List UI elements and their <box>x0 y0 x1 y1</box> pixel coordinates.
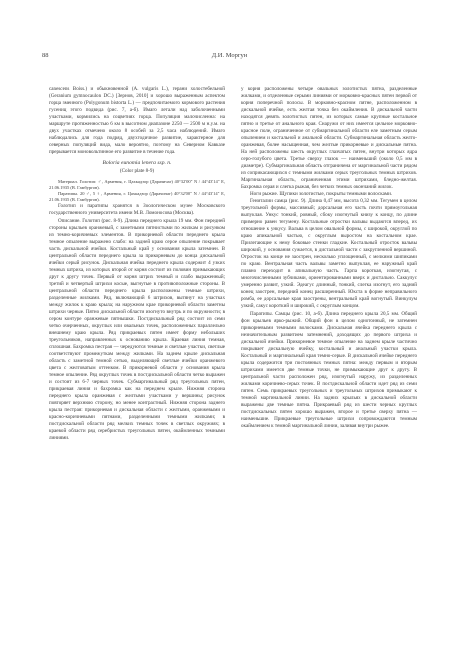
body-paragraph: Ноги рыжие. Щупики золотистые, покрыты темными волосками. <box>250 191 393 198</box>
taxon-heading <box>49 160 225 175</box>
right-column <box>241 86 417 430</box>
left-column <box>49 86 225 442</box>
taxon-subtitle: (Color plate 8-9) <box>119 167 155 174</box>
material-paragraph: Материал. Голотип: ♂, Армения, г. Цахкадзор (Дарачичаг) 40°32'00" N / 44°43'14" E, 21.06.1935 (В. Гамбургов). <box>49 178 225 190</box>
running-header <box>42 52 417 64</box>
taxon-title: Boloria eunomia lenera ssp. n. <box>102 160 172 167</box>
body-paragraph: canescens Boiss.) и обыкновенной (A. vulgaris L.), герани холостебельной (Geranium gymnocaulon DC.) [Зернов, 2010] и хорошо выраженным аспектом горца змеиного (Polygonum bistorta L.) — предпочитаемого кормового растения гусениц этого подвида (рис. 7, а-б). Имаго летали над заболоченными участками, кормились на соцветиях горца. Популяция малочисленна: на маршруте протяженностью 6 км в высотном диапазоне 2250 — 2500 м н.у.м. на двух участках отмечено около 8 особей за 2,5 часа наблюдений. Имаго наблюдались для года подряд, двухгодичное развитие, характерное для северных популяций вида, мало вероятно, поэтому на Северном Кавказе прерывается моновольтинное его развитие в течение года. <box>49 86 225 156</box>
material-paragraph: Паратипы. 20 ♂, 5 ♀, Армения, г. Цахкадзор (Дарачичаг) 40°32'00" N / 44°43'14" E, 21.06.1935 (В. Гамбургов). <box>49 191 225 203</box>
body-paragraph: Голотип и паратипы хранятся в Зоологическом музее Московского государственного университета имени М.В. Ломоносова (Москва). <box>49 203 225 217</box>
page-number: 88 <box>42 52 49 59</box>
body-paragraph: Описание. Голотип (рис. 8-9). Длина переднего крыла 19 мм. Фон передней стороны крыльев оранжевый, с заметными пятнистыми по жилкам и рисунком из темно-коричневых элементов. В прикорневой области переднего крыла темное опыление выражено слабо: на задней краю серое опыление покрывает часть дискальной ячейки. Костальный край у основания крыла затемнен. В центральной области переднего крыла за прикорневым до конца дискальной ячейки серый рисунок. Дискальная ячейка переднего крыла содержит 4 узких темных штриха, из которых второй от корня состоит из половин примыкающих друг к другу точек. Первый от корня штрих темный и слабо выраженный; третий и четвертый штрихи косые, выгнутые в противоположные стороны. В центральной области переднего крыла расположены темные штрихи, разделенные жилками. Ряд, включающий 6 штрихов, вытянут на участках между жилок к краю крыла; на наружном крае прикорневой области заметны штрихи черные. Пятно дискальной области изогнуто внутрь и по окружности; в сером контуре оранжевые пятнышки. Постдискальный ряд состоит из семи четко очерченных, округлых или овальных точек, расположенных параллельно внешнему краю крыла. Ряд прикраевых пятен имеет форму небольших треугольников, направленных к основанию крыла. Краевая линия темная, сплошная. Бахромка пестрая — чередуются темные и светлые участки, светлые соответствуют промежуткам между жилками. На заднем крыле дискальная область с заметной темной сетью, выделяющей светлые ячейки оранжевого цвета с желтоватым оттенком. В прикорневой области у основания крыла темное опыление. Ряд округлых точек в постдискальной области четко выражен и состоит из 6-7 черных точек. Субмаргинальный ряд треугольных пятен, прикраевая линия и бахромка как на переднем крыле. Нижняя сторона переднего крыла оранжевая с желтыми участками у вершины; рисунок повторяет верхнюю сторону, но менее контрастный. Нижняя сторона заднего крыла пестрая: прикорневая и дискальная области с желтыми, оранжевыми и красно-коричневыми пятнами, разделенными темными жилками; в постдискальной области ряд мелких темных точек в светлых окружиях; в краевой области ряд серебристых треугольных пятен, окаймленных темными линиями. <box>49 217 225 441</box>
body-paragraph: у корня расположены четыре овальных золотистых пятна, разделенные жилками, и отделенные серыми линиями от морковно-красных пятен первой от корня поперечной полосы. В морковно-красном пятне, расположенном в дискальной ячейке, есть желтая точка без окаймления. В дискальной части находятся девять золотистых пятен, из которых самые крупные костальное пятно и третье от анального края. Снаружи от них имеется цельное морковно-красное поле, ограниченное от субмаргинальной области еле заметным серым опылением и костальной и анальной области. Субмаргинальная область желто-оранжевая, более насыщенная, чем желтые прикорневые и дискальные пятна. На ней расположены шесть округлых глазчатых пятен, внутри которых ядра серо-голубого цвета. Третье сверху глазок — наименьший (около 0,5 мм в диаметре). Субмаргинальная область отграничена от маргинальной части рядом из соприкасающихся с темными жилками серых треугольных темных штрихов. Маргинальная область, ограниченная этими штрихами, бледно-желтая. Бахромка серая и слегка рыжая, без четких темных окончаний жилок. <box>241 86 417 191</box>
body-paragraph: Гениталии самца (рис. 9). Длина 0,47 мм, высота 0,32 мм. Тегумен в целом треугольной формы, массивный; дорсальная его часть почти прямоугольная выпуклая. Ункус тонкий, ровный, сбоку изогнутый книзу к концу, по длине примерно равен тегумену. Костальные отростки вальвы выдаются вперед, их отношение к ункусу. Вальва в целом овальной формы, с широкой, округлой по краю апикальной частью, с округлым выростом на костальном крае. Прилегающие к нему боковые стенки гладкие. Костальный отросток вальвы широкий, у основания сужается, в дистальной части с закругленной вершиной. Отросток на конце не заострен, несколько уплощенный, с мелкими шипиками по краю. Вентральная часть вальвы заметно выпуклая, ее наружный край плавно переходит в апикальную часть. Гарпа короткая, изогнутая, с многочисленными зубчиками, ориентированными вверх и дистально. Саккулус умеренно развит, узкий. Эдеагус длинный, тонкий, слегка изогнут, его задний конец заострен, передний конец расширенный. Юкста в форме неправильного ромба, ее дорсальные края заострены, вентральный край вогнутый. Винкулум узкий, сакус короткий и широкий, с округлым концом. <box>241 198 417 310</box>
body-paragraph: Паратипы. Самцы (рис. 10, а-б). Длина переднего крыла 20,5 мм. Общий фон крыльев ярко-рыжий. Общий фон в целом однотонный, не затемнен прикорневыми темными волосками. Дискальная ячейка переднего крыла с незначительным развитием затемнений, доходящих до первого штриха и дискальной ячейки. Прикорневое темное опыление на заднем крыле частично покрывает дискальную ячейку, костальный и анальный участки крыла. Костальный и маргинальный края темно-серые. В дискальной ячейке переднего крыла содержится три постоянных темных пятна: между первым и вторым штрихами имеется две темные точки, не примыкающие друг к другу. В центральной части расположен ряд, изогнутый наружу, из разделенных жилками коричнево-серых точек. В постдискальной области идет ряд из семи пятен. Семь прикраевых треугольных и треугольных штрихов примыкают к темной маргинальной линии. На задних крыльях в дискальной области выражены две темные пятна. Прикраевый ряд из шести черных круглых постдискальных пятен хорошо выражен, второе и третье сверху пятна — наименьшие. Прикраевые треугольные штрихи сопровождаются темным окаймлением к темной маргинальной линии, заливая внутри рыжее. <box>241 310 417 429</box>
running-author: Д.И. Моргун <box>211 52 248 59</box>
